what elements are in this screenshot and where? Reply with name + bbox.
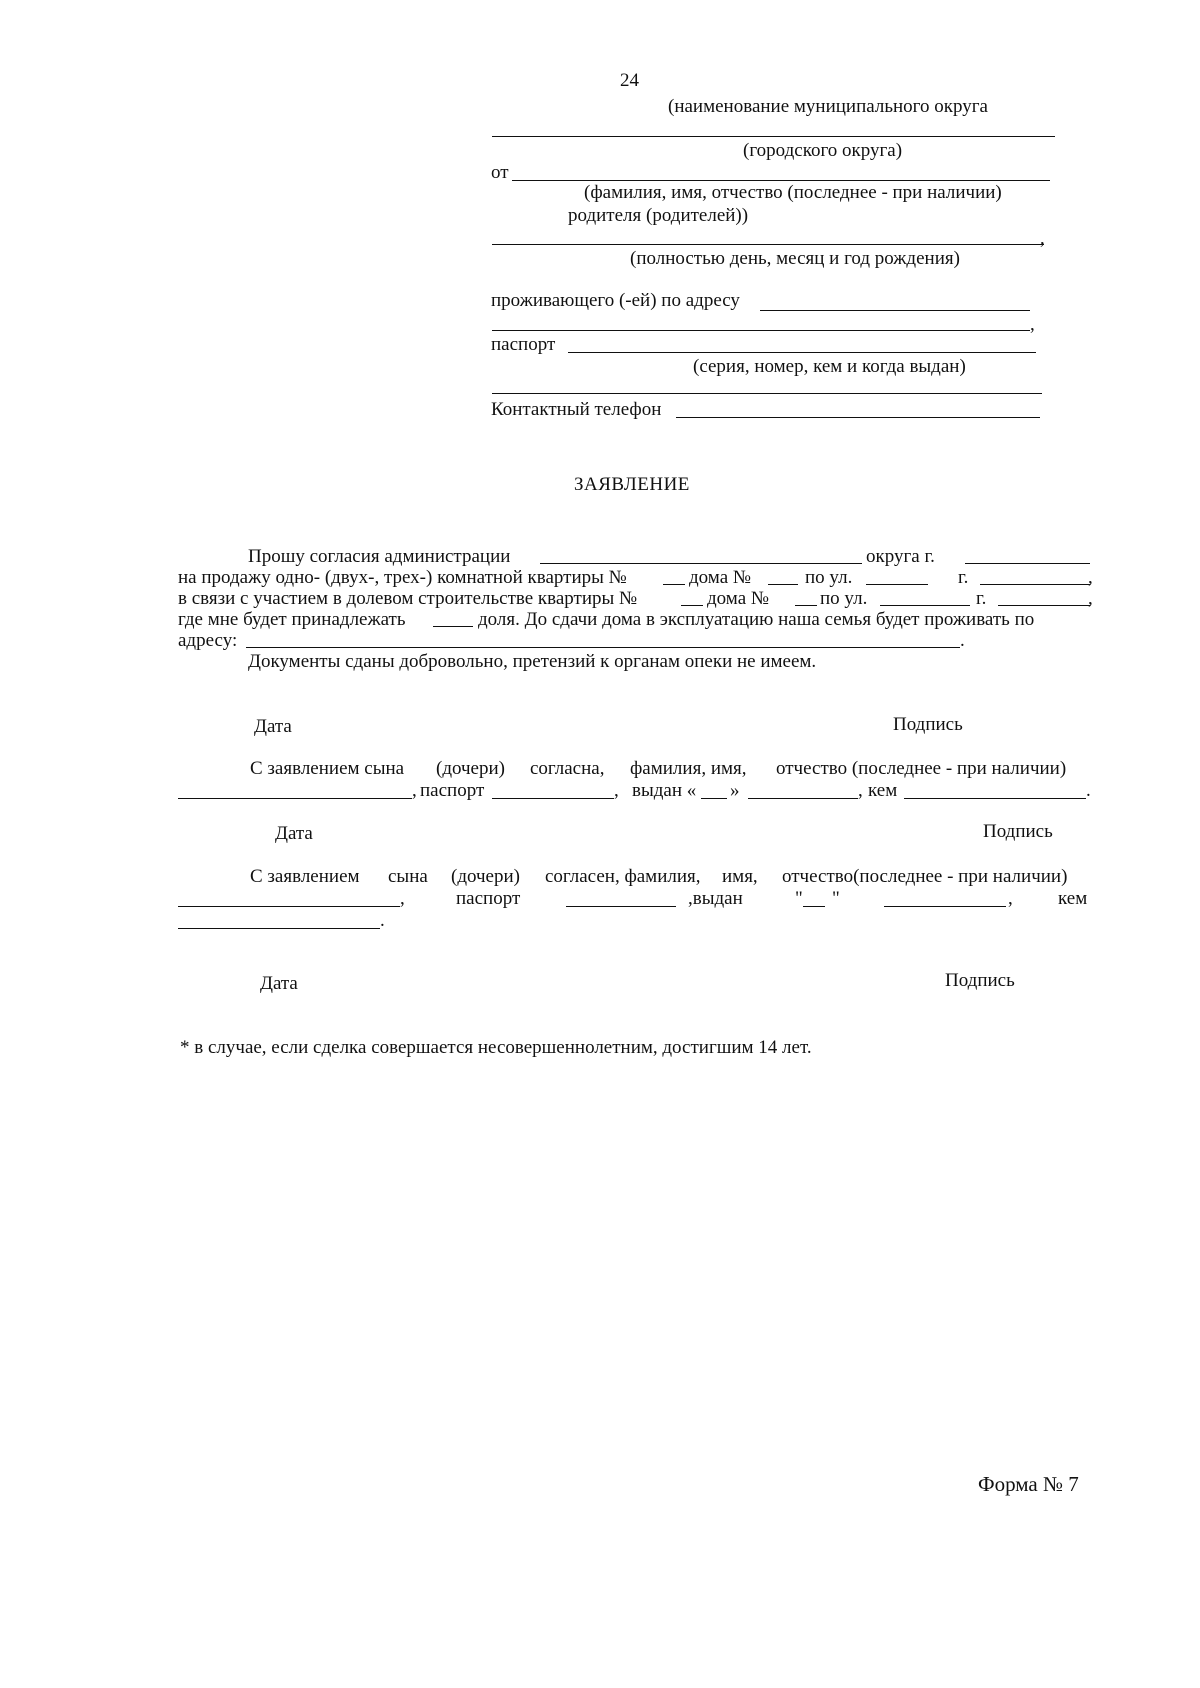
quote-close: " [832, 888, 840, 909]
consent2-word-5: имя, [722, 866, 758, 887]
parent-hint-1: (фамилия, имя, отчество (последнее - при наличии) [584, 182, 1002, 203]
consent2-word-1: С заявлением [250, 866, 360, 887]
body-line-2a: на продажу одно- (двух-, трех-) комнатной квартиры № [178, 567, 627, 588]
consent1-word-2: (дочери) [436, 758, 505, 779]
comma: , [1040, 228, 1045, 249]
comma: , [1008, 888, 1013, 909]
comma: , [1088, 588, 1093, 609]
birth-hint: (полностью день, месяц и год рождения) [630, 248, 960, 269]
issued-label: ,выдан [688, 888, 743, 909]
from-label: от [491, 162, 509, 183]
municipal-name-hint-1: (наименование муниципального округа [668, 96, 988, 117]
address-label: проживающего (-ей) по адресу [491, 290, 740, 311]
comma: , [858, 780, 863, 801]
comma: , [1088, 567, 1093, 588]
consent2-word-2: сына [388, 866, 428, 887]
consent2-date-line [803, 906, 825, 907]
body-line-4a: где мне будет принадлежать [178, 609, 406, 630]
quote-open: " [795, 888, 803, 909]
page-number: 24 [620, 70, 639, 91]
consent1-date-line [701, 798, 727, 799]
comma: , [1030, 314, 1035, 335]
house-number-line [795, 605, 817, 606]
body-line-4b: доля. До сдачи дома в эксплуатацию наша семья будет проживать по [478, 609, 1035, 630]
from-line [512, 180, 1050, 181]
temporary-address-line [246, 647, 960, 648]
body-line-6: Документы сданы добровольно, претензий к органам опеки не имеем. [248, 651, 817, 672]
comma: , [614, 780, 619, 801]
issued-by-label: кем [1058, 888, 1088, 909]
consent2-name-line [178, 906, 400, 907]
consent2-word-6: отчество(последнее - при наличии) [782, 866, 1068, 887]
consent1-passport-line [492, 798, 614, 799]
date-label: Дата [254, 716, 292, 737]
city-line [980, 584, 1090, 585]
consent2-passport-line [566, 906, 676, 907]
street-line [880, 605, 970, 606]
municipal-name-line [492, 136, 1055, 137]
body-line-5a: адресу: [178, 630, 238, 651]
body-line-3c: по ул. [820, 588, 868, 609]
address-line-1 [760, 310, 1030, 311]
passport-label: паспорт [420, 780, 485, 801]
phone-line [676, 417, 1040, 418]
consent1-date-line-2 [748, 798, 858, 799]
form-label: Форма № 7 [978, 1472, 1079, 1496]
passport-label: паспорт [456, 888, 521, 909]
parent-line [492, 244, 1044, 245]
phone-label: Контактный телефон [491, 399, 662, 420]
apartment-number-line [681, 605, 703, 606]
period: . [1086, 780, 1091, 801]
parent-hint-2: родителя (родителей)) [568, 205, 749, 226]
comma: , [400, 888, 405, 909]
apartment-number-line [663, 584, 685, 585]
consent1-word-1: С заявлением сына [250, 758, 405, 779]
body-line-3d: г. [976, 588, 987, 609]
passport-label: паспорт [491, 334, 556, 355]
consent2-issued-by-line [178, 928, 380, 929]
passport-line [568, 352, 1036, 353]
issued-by-label: кем [868, 780, 898, 801]
house-number-line [768, 584, 798, 585]
signature-label: Подпись [893, 714, 963, 735]
consent2-word-3: (дочери) [451, 866, 520, 887]
issued-label: выдан « [632, 780, 697, 801]
consent2-word-4: согласен, фамилия, [545, 866, 701, 887]
body-line-3a: в связи с участием в долевом строительстве квартиры № [178, 588, 638, 609]
date-label: Дата [260, 973, 298, 994]
administration-line [540, 563, 862, 564]
footnote: * в случае, если сделка совершается несовершеннолетним, достигшим 14 лет. [180, 1037, 812, 1058]
signature-label: Подпись [983, 821, 1053, 842]
consent1-name-line [178, 798, 412, 799]
city-line [998, 605, 1090, 606]
body-line-3b: дома № [707, 588, 770, 609]
period: . [380, 910, 385, 931]
municipal-name-hint-2: (городского округа) [743, 140, 903, 161]
city-line [965, 563, 1090, 564]
comma: , [412, 780, 417, 801]
passport-hint: (серия, номер, кем и когда выдан) [693, 356, 966, 377]
passport-line-2 [492, 393, 1042, 394]
body-line-1b: округа г. [866, 546, 935, 567]
consent2-date-line-2 [884, 906, 1006, 907]
signature-label: Подпись [945, 970, 1015, 991]
period: . [960, 630, 965, 651]
body-line-2c: по ул. [805, 567, 853, 588]
consent1-word-5: отчество (последнее - при наличии) [776, 758, 1067, 779]
body-line-2b: дома № [689, 567, 752, 588]
quote-close: » [730, 780, 740, 801]
address-line-2 [492, 330, 1030, 331]
consent1-issued-by-line [904, 798, 1086, 799]
body-line-2d: г. [958, 567, 969, 588]
street-line [866, 584, 928, 585]
share-line [433, 626, 473, 627]
document-title: ЗАЯВЛЕНИЕ [574, 474, 690, 495]
date-label: Дата [275, 823, 313, 844]
consent1-word-4: фамилия, имя, [630, 758, 747, 779]
consent1-word-3: согласна, [530, 758, 605, 779]
body-line-1a: Прошу согласия администрации [248, 546, 511, 567]
